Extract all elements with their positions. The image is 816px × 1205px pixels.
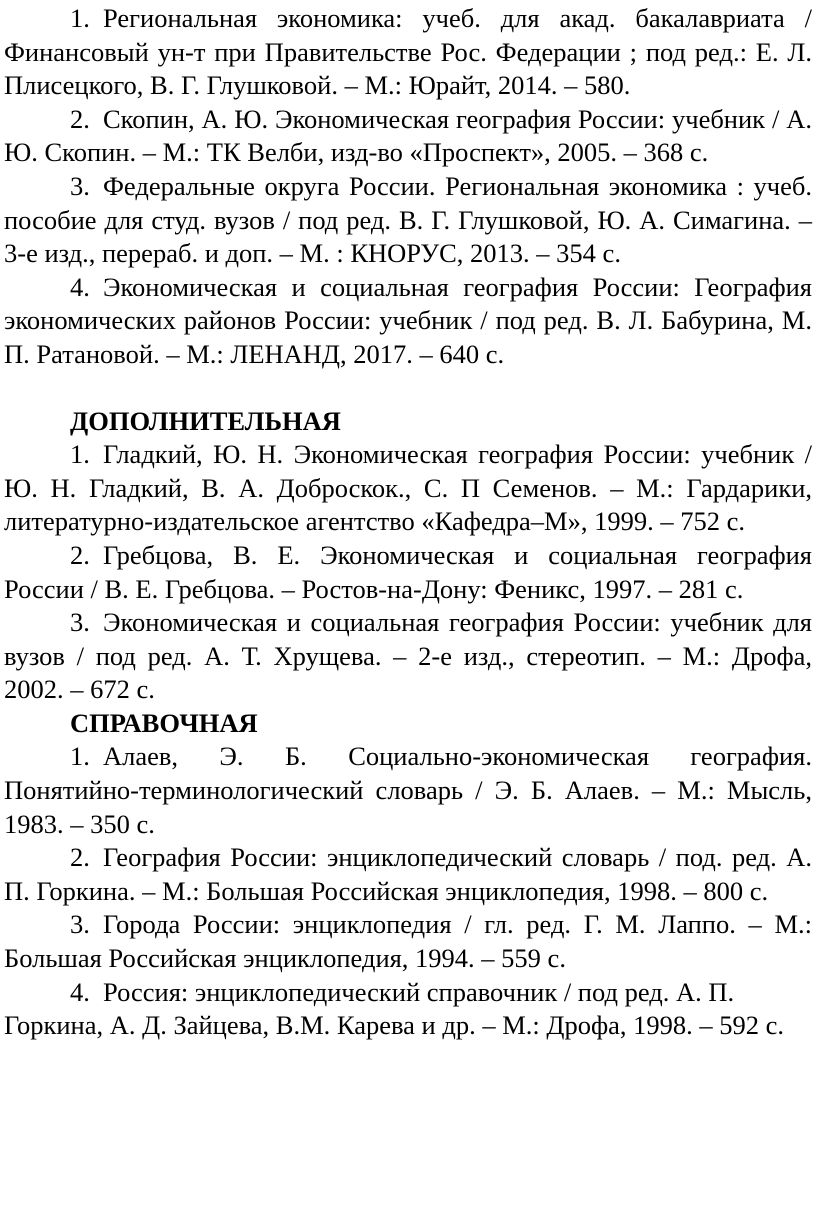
reference-number: 2. xyxy=(70,539,90,570)
reference-text: Региональная экономика: учеб. для акад. бакалавриата / Финансовый ун-т при Правительстве Рос. Федерации ; под ред.: Е. Л. Плисецкого, В. Г. Глушковой. – М.: Юрайт, 2014. – 580. xyxy=(4,3,812,101)
reference-number: 2. xyxy=(70,842,90,873)
reference-section-heading: СПРАВОЧНАЯ xyxy=(70,707,258,738)
main-reference-1 xyxy=(4,2,812,103)
reference-text: Скопин, А. Ю. Экономическая география России: учебник / А. Ю. Скопин. – М.: ТК Велби, изд-во «Проспект», 2005. – 368 с. xyxy=(4,103,812,168)
reference-text: Гладкий, Ю. Н. Экономическая география России: учебник / Ю. Н. Гладкий, В. А. Доброскок., С. П Семенов. – М.: Гардарики, литературно-издательское агентство «Кафедра–М», 1999. – 752 с. xyxy=(4,439,812,537)
reference-number: 3. xyxy=(70,607,90,638)
reference-text: Россия: энциклопедический справочник / под ред. А. П. Горкина, А. Д. Зайцева, В.М. Карева и др. – М.: Дрофа, 1998. – 592 с. xyxy=(4,976,785,1041)
additional-reference-2 xyxy=(4,539,812,606)
section-spacer xyxy=(4,372,812,405)
reference-number: 1. xyxy=(70,741,90,772)
main-reference-3 xyxy=(4,170,812,271)
additional-reference-1 xyxy=(4,438,812,539)
additional-reference-3 xyxy=(4,606,812,707)
reference-text: Экономическая и социальная география России: учебник для вузов / под ред. А. Т. Хрущева. – 2-е изд., стереотип. – М.: Дрофа, 2002. – 672 с. xyxy=(4,607,812,705)
main-reference-4 xyxy=(4,271,812,372)
handbook-reference-4 xyxy=(4,976,812,1043)
reference-text: Гребцова, В. Е. Экономическая и социальная география России / В. Е. Гребцова. – Ростов-на-Дону: Феникс, 1997. – 281 с. xyxy=(4,539,812,604)
reference-text: Федеральные округа России. Региональная экономика : учеб. пособие для студ. вузов / под ред. В. Г. Глушковой, Ю. А. Симагина. – 3-е изд., перераб. и доп. – М. : КНОРУС, 2013. – 354 с. xyxy=(4,170,812,269)
handbook-reference-2 xyxy=(4,841,812,908)
reference-number: 3. xyxy=(70,170,90,201)
main-reference-2 xyxy=(4,103,812,170)
reference-number: 3. xyxy=(70,909,90,940)
reference-text: Алаев, Э. Б. Социально-экономическая география. Понятийно-терминологический словарь / Э. Б. Алаев. – М.: Мысль, 1983. – 350 с. xyxy=(4,741,812,839)
reference-number: 4. xyxy=(70,976,90,1007)
reference-text: Экономическая и социальная география России: География экономических районов России: учебник / под ред. В. Л. Бабурина, М. П. Ратановой. – М.: ЛЕНАНД, 2017. – 640 с. xyxy=(4,271,812,369)
reference-number: 1. xyxy=(70,439,90,470)
handbook-reference-1 xyxy=(4,740,812,841)
reference-number: 4. xyxy=(70,271,90,302)
reference-number: 1. xyxy=(70,3,90,33)
reference-text: Города России: энциклопедия / гл. ред. Г. М. Лаппо. – М.: Большая Российская энциклопедия, 1994. – 559 с. xyxy=(4,909,812,974)
reference-number: 2. xyxy=(70,103,90,134)
reference-text: География России: энциклопедический словарь / под. ред. А. П. Горкина. – М.: Большая Российская энциклопедия, 1998. – 800 с. xyxy=(4,842,812,906)
handbook-reference-3 xyxy=(4,908,812,975)
additional-section-heading: ДОПОЛНИТЕЛЬНАЯ xyxy=(70,405,341,436)
